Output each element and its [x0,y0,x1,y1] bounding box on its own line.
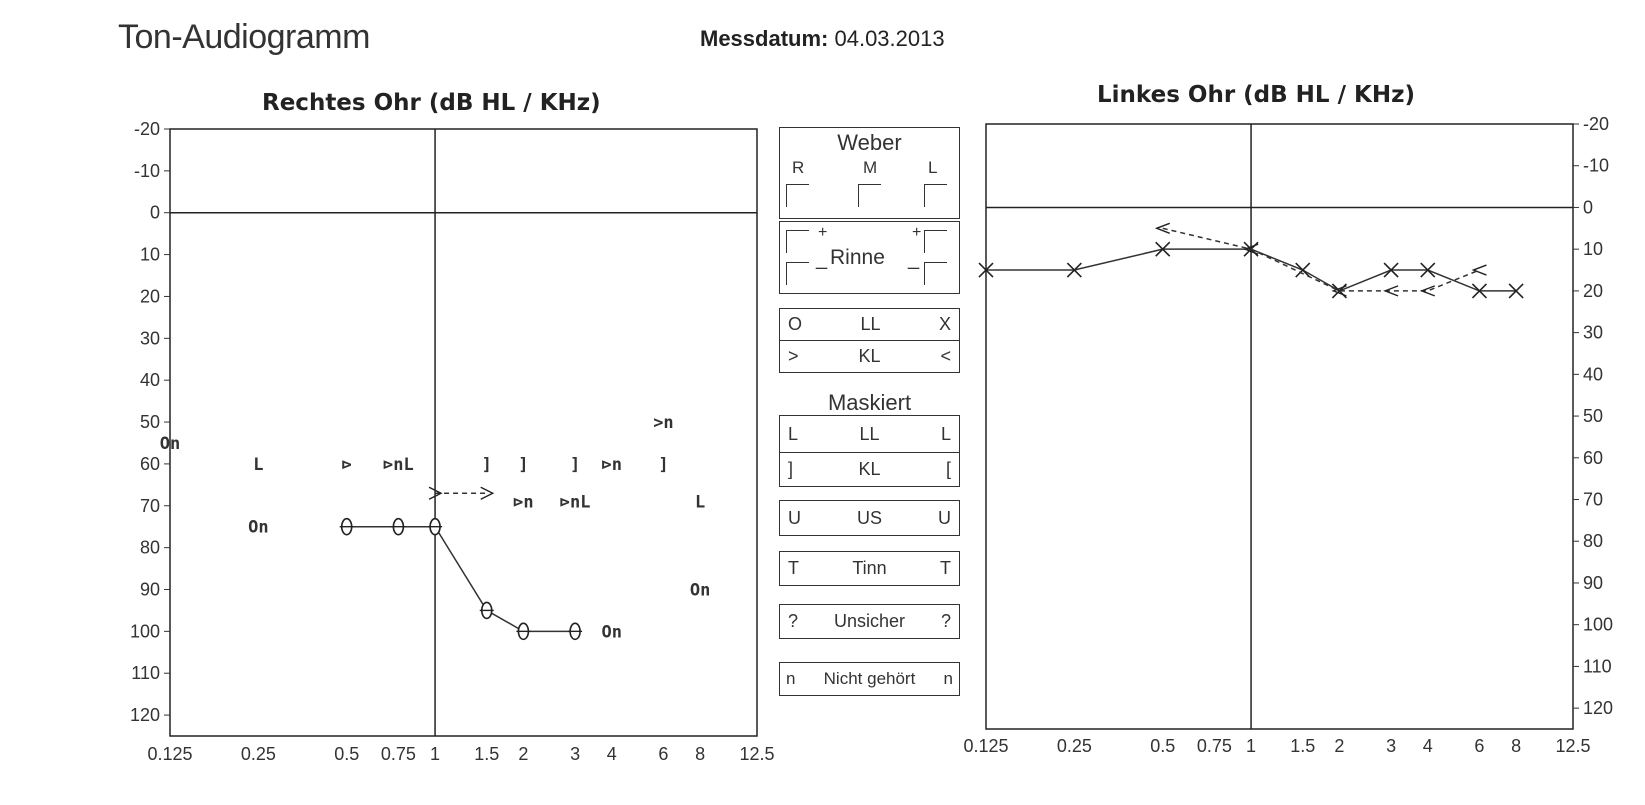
left-ear-x-tick-label: 2 [1334,736,1345,756]
not-heard-right-symbol: n [786,669,796,688]
right-ear-y-tick-label: 50 [139,412,160,433]
left-ear-x-tick-label: 0.125 [963,736,1009,756]
masked-air-left-symbol: L [940,423,951,444]
left-ear-y-tick-label: 90 [1583,572,1604,593]
left-ear-y-tick-label: 70 [1583,489,1604,510]
rinne-minus-left: _ [816,248,828,270]
right-ear-x-tick-label: 8 [695,744,706,764]
audiogram-symbol-annotation: ⊳ [341,454,352,475]
left-ear-series-1-line [1163,228,1480,291]
right-ear-title: Rechtes Ohr (dB HL / KHz) [262,90,601,116]
rinne-plus-left: + [818,224,828,241]
right-ear-y-tick-label: -10 [133,160,160,181]
masked-bone-left-symbol: [ [945,459,951,479]
right-ear-x-tick-label: 0.25 [240,744,276,764]
left-ear-x-tick-label: 12.5 [1555,736,1591,756]
right-ear-x-tick-label: 2 [518,744,529,764]
legend-uncertain [779,604,960,639]
air-right-symbol: O [788,314,803,334]
right-ear-x-tick-label: 0.5 [334,744,360,764]
left-ear-x-tick-label: 3 [1386,736,1397,756]
legend-air-conduction [779,308,960,341]
masked-bone-right-symbol: ] [788,459,794,479]
weber-r: R [792,158,805,177]
tinn-label: Tinn [852,558,887,578]
bone-label: KL [858,346,881,366]
right-ear-y-tick-label: 110 [131,663,160,684]
audiogram-symbol-annotation: ⊳nL [559,492,591,513]
air-label: LL [860,314,881,334]
right-ear-y-tick-label: 100 [129,621,160,642]
audiogram-symbol-annotation: ⊳n [513,492,534,513]
legend-masked-air [779,415,960,453]
audiogram-symbol-annotation: >n [653,413,674,434]
rinne-minus-right: _ [908,248,920,270]
weber-l: L [928,158,938,177]
left-ear-x-tick-label: 6 [1474,736,1485,756]
us-right-symbol: U [788,507,801,528]
bone-conduction-left-point [1473,265,1486,275]
left-ear-y-tick-label: 100 [1583,614,1614,635]
left-ear-y-tick-label: 60 [1583,447,1604,468]
right-ear-y-tick-label: 80 [139,537,160,558]
left-ear-y-tick-label: 120 [1583,698,1614,719]
not-heard-left-symbol: n [943,669,953,688]
uncertain-label: Unsicher [833,611,906,631]
rinne-symbol-tl [786,230,809,253]
masked-air-label: LL [859,423,880,444]
rinne-legend [779,221,960,294]
right-ear-y-tick-label: 40 [139,370,160,391]
bone-left-symbol: < [940,346,951,366]
uncertain-left-symbol: ? [940,611,951,631]
right-ear-y-tick-label: 10 [139,244,160,265]
right-ear-x-tick-label: 6 [658,744,669,764]
rinne-symbol-br [924,262,947,285]
tinn-left-symbol: T [939,558,951,578]
audiogram-symbol-annotation: ] [518,454,529,475]
weber-m-symbol [858,184,881,207]
legend-not-heard [779,662,960,696]
left-ear-y-tick-label: 110 [1583,656,1612,677]
right-ear-y-tick-label: 120 [129,705,160,726]
left-ear-title: Linkes Ohr (dB HL / KHz) [1097,82,1415,108]
right-ear-y-tick-label: 90 [139,579,160,600]
right-ear-y-tick-label: 0 [149,202,160,223]
weber-m: M [863,158,878,177]
rinne-symbol-tr [924,230,947,253]
audiogram-symbol-annotation: ⊳nL [383,454,414,475]
right-ear-x-tick-label: 4 [606,744,617,764]
left-ear-x-tick-label: 0.5 [1150,736,1176,756]
right-ear-series-0-line [347,527,575,632]
legend-masked-bone [779,452,960,487]
audiogram-symbol-annotation: On [689,580,711,601]
bone-conduction-left-point [1422,286,1435,296]
audiogram-symbol-annotation: L [253,454,264,475]
right-ear-x-tick-label: 0.125 [147,744,193,764]
not-heard-label: Nicht gehört [823,669,916,688]
weber-legend [779,127,960,219]
left-ear-y-tick-label: -10 [1583,155,1610,176]
right-ear-y-tick-label: 30 [139,328,160,349]
audiogram-symbol-annotation: ⊳n [601,454,623,475]
masked-air-right-symbol: L [788,423,799,444]
legend-us [779,500,960,536]
date-label: Messdatum: [700,26,829,51]
left-ear-y-tick-label: 10 [1583,239,1604,260]
masked-title: Maskiert [827,390,912,415]
audiogram-symbol-annotation: ] [658,454,669,475]
weber-l-symbol [924,184,947,207]
left-ear-x-tick-label: 4 [1422,736,1433,756]
left-ear-y-tick-label: 50 [1583,406,1604,427]
right-ear-x-tick-label: 12.5 [739,744,775,764]
right-ear-y-tick-label: 60 [139,453,160,474]
tinn-right-symbol: T [788,558,799,578]
page-title: Ton-Audiogramm [118,18,370,56]
date-value: 04.03.2013 [834,26,945,51]
air-left-symbol: X [938,314,951,334]
rinne-plus-right: + [912,224,922,241]
left-ear-x-tick-label: 8 [1511,736,1522,756]
left-ear-y-tick-label: 30 [1583,322,1604,343]
weber-r-symbol [786,184,809,207]
right-ear-x-tick-label: 3 [570,744,581,764]
right-ear-y-tick-label: 20 [139,286,160,307]
air-conduction-x-point [1296,263,1310,277]
left-ear-x-tick-label: 0.75 [1196,736,1232,756]
right-ear-x-tick-label: 1 [430,744,441,764]
audiogram-symbol-annotation: L [694,492,706,513]
left-ear-x-tick-label: 1.5 [1290,736,1316,756]
left-ear-y-tick-label: 20 [1583,280,1604,301]
left-ear-y-tick-label: 80 [1583,531,1604,552]
left-ear-x-tick-label: 0.25 [1056,736,1092,756]
left-ear-y-tick-label: 0 [1583,197,1594,218]
audiogram-symbol-annotation: On [159,433,181,454]
bone-right-symbol: > [788,346,799,366]
right-ear-y-tick-label: -20 [133,119,160,139]
left-ear-y-tick-label: 40 [1583,364,1604,385]
rinne-symbol-bl [786,262,809,285]
audiogram-symbol-annotation: ] [481,454,492,475]
uncertain-right-symbol: ? [788,611,799,631]
us-left-symbol: U [937,507,951,528]
left-ear-x-tick-label: 1 [1246,736,1257,756]
us-label: US [856,507,882,528]
legend-tinnitus [779,551,960,586]
left-ear-y-tick-label: -20 [1583,114,1610,134]
audiogram-symbol-annotation: On [248,517,269,538]
masked-bone-label: KL [858,459,881,479]
audiogram-symbol-annotation: On [601,622,623,643]
legend-bone-conduction [779,340,960,373]
right-ear-x-tick-label: 0.75 [380,744,416,764]
right-ear-y-tick-label: 70 [139,495,160,516]
rinne-label: Rinne [830,246,885,269]
right-ear-x-tick-label: 1.5 [474,744,500,764]
left-ear-plot-frame [986,124,1573,729]
audiogram-symbol-annotation: ] [569,454,581,475]
weber-title: Weber [837,130,902,155]
